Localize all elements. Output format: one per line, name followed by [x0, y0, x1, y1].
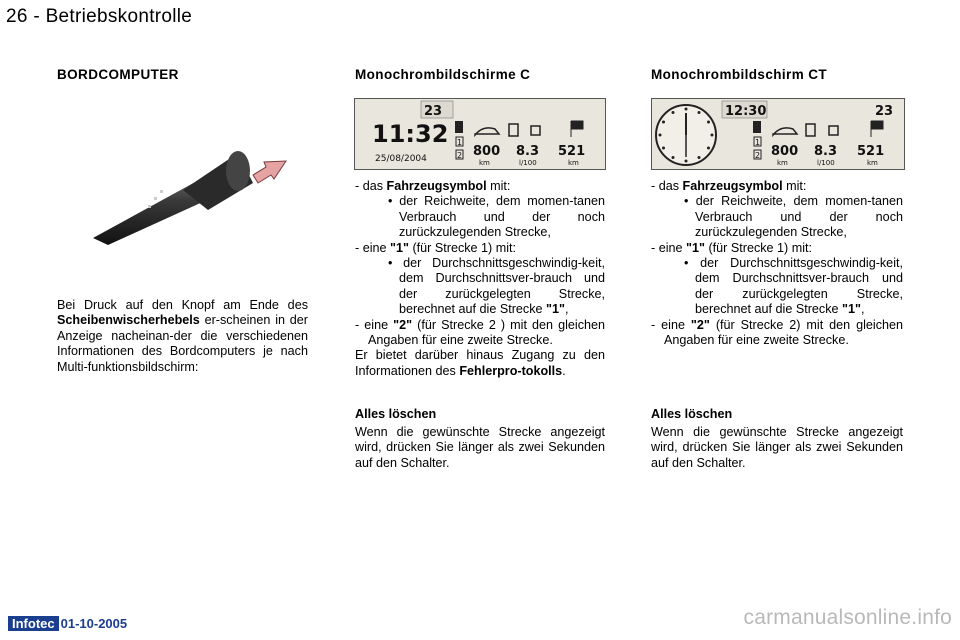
fuel-pump-icon	[806, 124, 815, 136]
display-ct-unit1: km	[777, 159, 788, 167]
distance-icon	[829, 126, 838, 135]
wiper-stalk-illustration	[88, 135, 318, 245]
display-c-range: 800	[473, 144, 501, 159]
display-ct-distance: 521	[857, 144, 885, 159]
display-ct-unit3: km	[867, 159, 878, 167]
display-c-distance: 521	[558, 144, 586, 159]
distance-icon	[531, 126, 540, 135]
finish-flag-icon	[871, 121, 883, 137]
page-header	[6, 6, 192, 28]
display-c-text	[355, 179, 605, 379]
display-ct-consumption: 8.3	[814, 144, 838, 159]
reset-heading-c: Alles löschen	[355, 407, 437, 421]
bordcomputer-description	[57, 298, 308, 375]
footer	[8, 616, 127, 631]
list-item: - das Fahrzeugsymbol mit:	[651, 179, 807, 193]
display-c-consumption: 8.3	[516, 144, 540, 159]
display-c-unit2: l/100	[519, 159, 537, 167]
footer-date: 01-10-2005	[60, 616, 128, 631]
desc-wiper-lever: Scheibenwischerhebels	[57, 313, 200, 328]
display-c-heading: Monochrombildschirme C	[355, 67, 531, 82]
display-c-screen	[354, 98, 606, 170]
display-ct-slot1: 1	[755, 138, 761, 147]
list-item: - eine "1" (für Strecke 1) mit:	[651, 240, 813, 255]
desc-part-c: er-scheinen in der Anzeige nacheinan-der die verschiedenen Informationen des Bordcomputers je nach Multi-funktionsbildschirm:	[57, 313, 308, 374]
display-c-slot2: 2	[457, 151, 463, 160]
car-icon	[475, 128, 499, 135]
reset-text-c: Wenn die gewünschte Strecke angezeigt wird, drücken Sie länger als zwei Sekunden auf den Schalter.	[355, 425, 605, 470]
display-ct-range: 800	[771, 144, 799, 159]
list-item: • der Reichweite, dem momen-tanen Verbrauch und der noch zurückzulegenden Strecke,	[388, 194, 605, 240]
list-item: - das Fahrzeugsymbol mit:	[355, 179, 511, 193]
display-ct-text	[651, 179, 903, 348]
display-ct-unit2: l/100	[817, 159, 835, 167]
list-item: - eine "1" (für Strecke 1) mit:	[355, 240, 517, 255]
display-c-temp: 23	[424, 104, 443, 119]
list-item: • der Reichweite, dem momen-tanen Verbrauch und der noch zurückzulegenden Strecke,	[684, 194, 903, 240]
display-c-slot1: 1	[457, 138, 463, 147]
display-ct-heading: Monochrombildschirm CT	[651, 67, 828, 82]
list-item: • der Durchschnittsgeschwindig-keit, dem Durchschnittsver-brauch und der zurückgelegten Strecke, berechnet auf die Strecke "1",	[684, 256, 903, 317]
list-item: • der Durchschnittsgeschwindig-keit, dem Durchschnittsver-brauch und der zurückgelegten Strecke, berechnet auf die Strecke "1",	[388, 256, 605, 317]
bordcomputer-heading: BORDCOMPUTER	[57, 67, 179, 82]
page-number: 26	[6, 6, 28, 27]
display-c-time: 11:32	[372, 120, 449, 148]
list-item: - eine "2" (für Strecke 2 ) mit den gleichen Angaben für eine zweite Strecke.	[355, 317, 605, 348]
fuel-pump-icon	[509, 124, 518, 136]
display-ct-time: 12:30	[725, 104, 767, 119]
car-icon	[773, 128, 797, 135]
display-c-date: 25/08/2004	[375, 154, 427, 164]
display-ct-slot2: 2	[755, 151, 761, 160]
page-title: Betriebskontrolle	[45, 6, 193, 27]
reset-heading-ct: Alles löschen	[651, 407, 733, 421]
header-separator: -	[33, 6, 40, 27]
infotec-badge: Infotec	[8, 616, 59, 631]
display-ct-screen	[651, 98, 905, 170]
error-log-info: Er bietet darüber hinaus Zugang zu den Informationen des Fehlerpro-tokolls.	[355, 348, 605, 378]
desc-part-a: Bei Druck auf den Knopf am Ende des	[57, 298, 308, 312]
reset-text-ct: Wenn die gewünschte Strecke angezeigt wird, drücken Sie länger als zwei Sekunden auf den Schalter.	[651, 425, 903, 470]
display-ct-temp: 23	[875, 104, 894, 119]
display-c-unit1: km	[479, 159, 490, 167]
watermark: carmanualsonline.info	[743, 606, 952, 629]
list-item: - eine "2" (für Strecke 2) mit den gleichen Angaben für eine zweite Strecke.	[651, 317, 904, 348]
finish-flag-icon	[571, 121, 583, 137]
display-c-unit3: km	[568, 159, 579, 167]
